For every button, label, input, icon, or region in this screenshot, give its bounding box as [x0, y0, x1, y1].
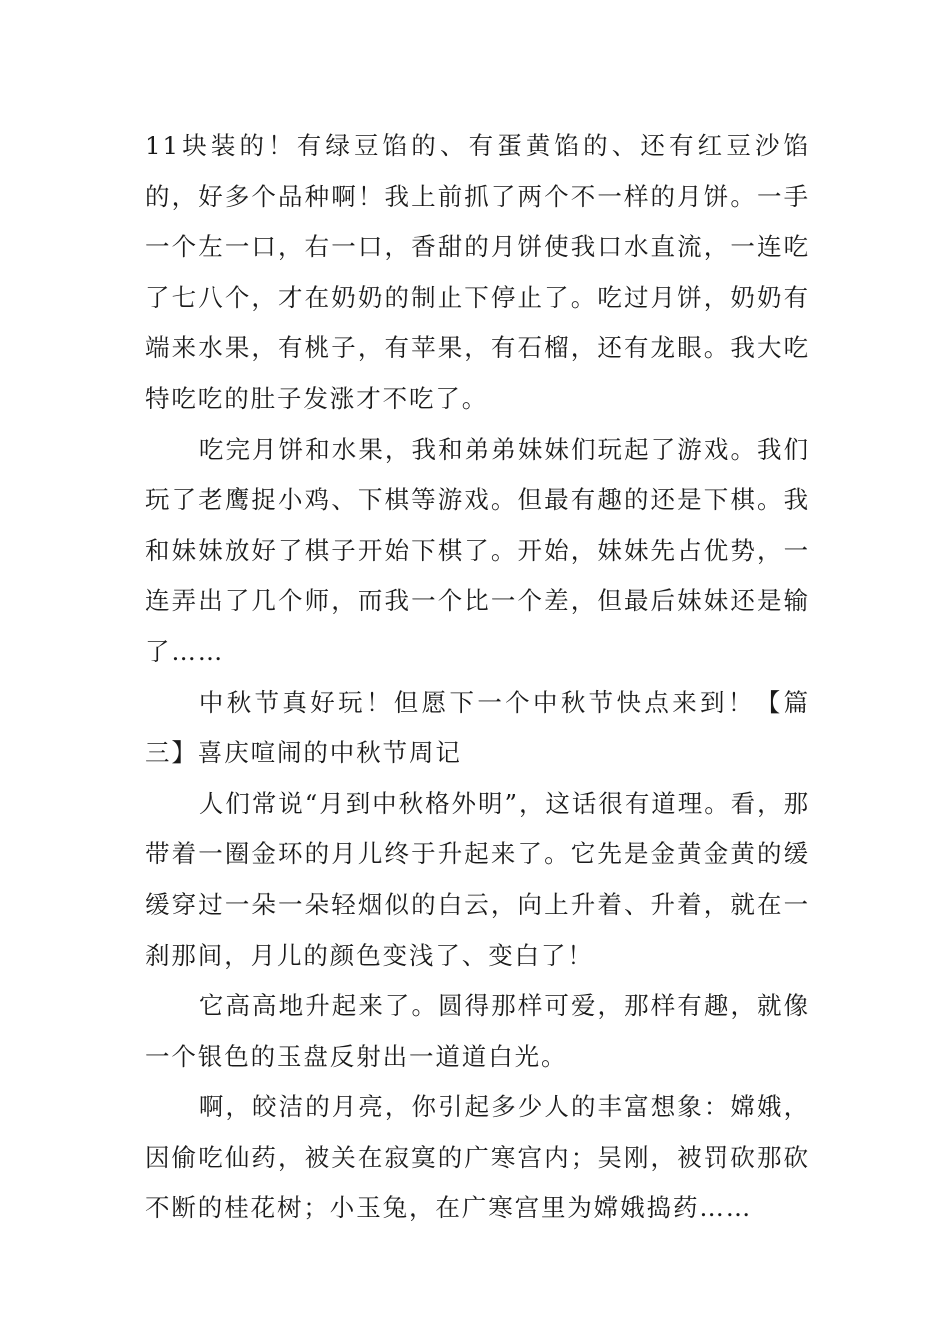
paragraph-2: 吃完月饼和水果，我和弟弟妹妹们玩起了游戏。我们玩了老鹰捉小鸡、下棋等游戏。但最有趣的还是下棋。我和妹妹放好了棋子开始下棋了。开始，妹妹先占优势，一连弄出了几个师，而我一个比一个差，但最后妹妹还是输了……	[145, 434, 810, 666]
paragraph-5: 它高高地升起来了。圆得那样可爱，那样有趣，就像一个银色的玉盘反射出一道道白光。	[145, 991, 810, 1071]
paragraph-6: 啊，皎洁的月亮，你引起多少人的丰富想象：嫦娥，因偷吃仙药，被关在寂寞的广寒宫内；吴刚，被罚砍那砍不断的桂花树；小玉兔，在广寒宫里为嫦娥捣药……	[145, 1092, 810, 1223]
document-body	[145, 121, 810, 1234]
paragraph-4: 人们常说“月到中秋格外明”，这话很有道理。看，那带着一圈金环的月儿终于升起来了。它先是金黄金黄的缓缓穿过一朵一朵轻烟似的白云，向上升着、升着，就在一刹那间，月儿的颜色变浅了、变白了！	[145, 788, 810, 970]
paragraph-3: 中秋节真好玩！但愿下一个中秋节快点来到！【篇三】喜庆喧闹的中秋节周记	[145, 687, 810, 768]
paragraph-1: 11块装的！有绿豆馅的、有蛋黄馅的、还有红豆沙馅的，好多个品种啊！我上前抓了两个不一样的月饼。一手一个左一口，右一口，香甜的月饼使我口水直流，一连吃了七八个，才在奶奶的制止下停止了。吃过月饼，奶奶有端来水果，有桃子，有苹果，有石榴，还有龙眼。我大吃特吃吃的肚子发涨才不吃了。	[145, 131, 810, 413]
